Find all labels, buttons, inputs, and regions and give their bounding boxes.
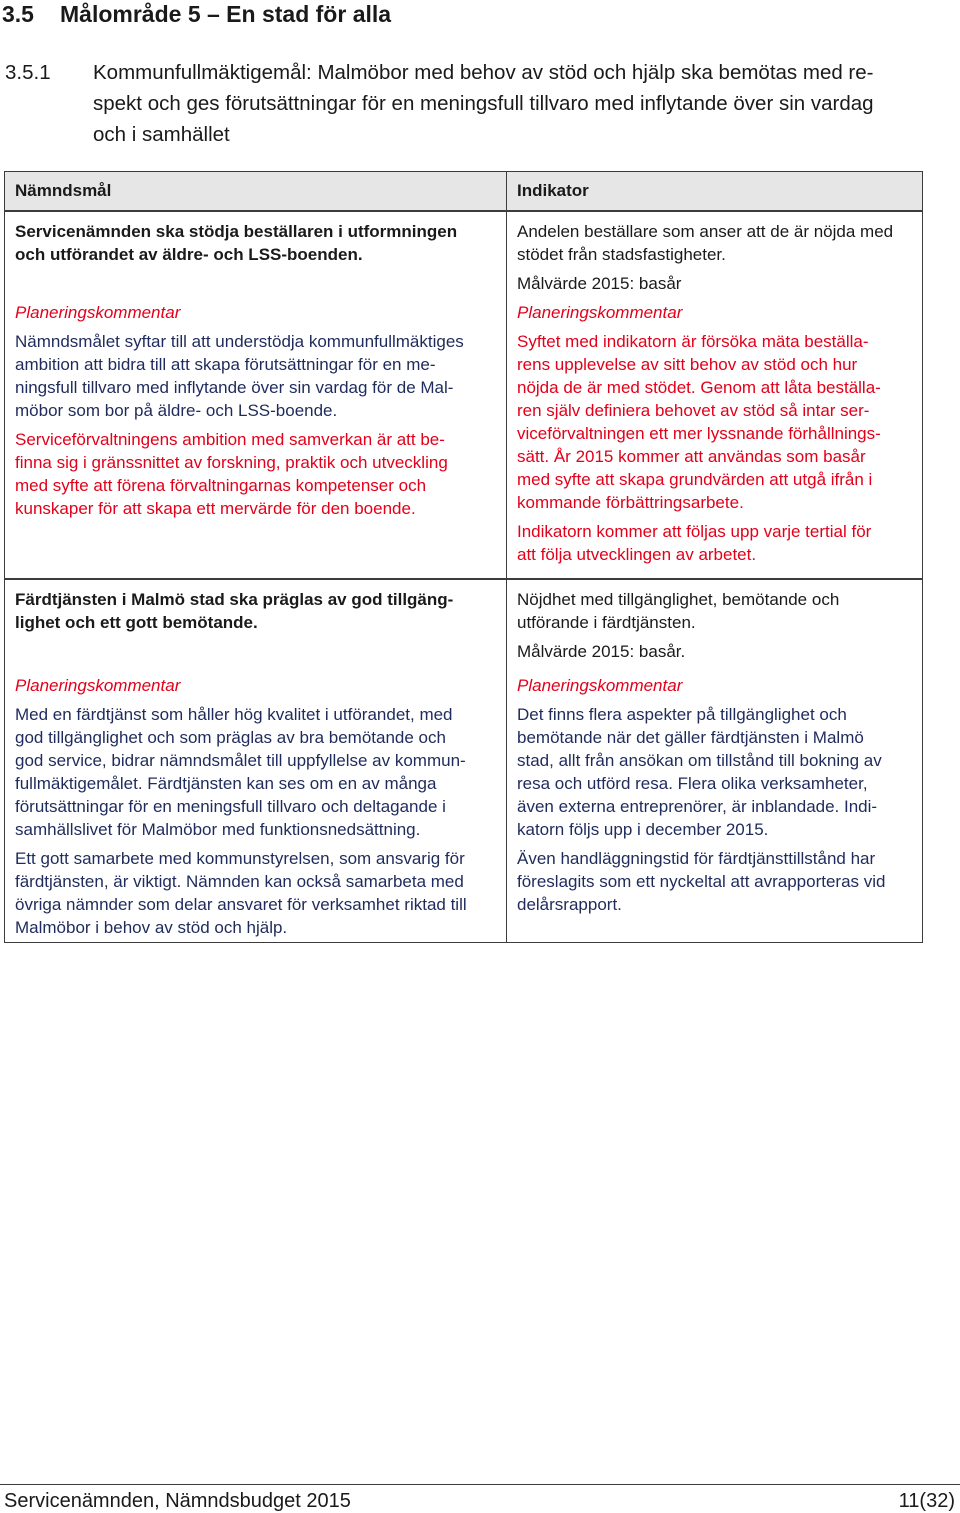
comment-text-line: stad, allt från ansökan om tillstånd till bokning av — [517, 751, 882, 770]
comment-paragraph — [517, 703, 912, 841]
comment-text-line: Malmöbor i behov av stöd och hjälp. — [15, 918, 288, 937]
target-value: Målvärde 2015: basår. — [517, 642, 686, 661]
section-number: 3.5 — [2, 1, 34, 27]
goal-text-line: lighet och ett gott bemötande. — [15, 613, 258, 632]
target-value: Målvärde 2015: basår — [517, 274, 682, 293]
subsection-number: 3.5.1 — [5, 61, 51, 84]
planning-comment-label: Planeringskommentar — [15, 303, 181, 322]
comment-text-line: även externa entreprenörer, är inblandade. Indi- — [517, 797, 878, 816]
goal-section — [5, 580, 922, 674]
comment-text-line: resa och utförd resa. Flera olika verksamheter, — [517, 774, 868, 793]
section-title: Målområde 5 – En stad för alla — [60, 1, 392, 27]
comment-text-line: Syftet med indikatorn är försöka mäta beställa- — [517, 332, 869, 351]
comment-paragraph — [15, 847, 496, 939]
comment-text-line: samhällslivet för Malmöbor med funktionsnedsättning. — [15, 820, 421, 839]
planning-comment-label: Planeringskommentar — [15, 676, 181, 695]
comment-text-line: Även handläggningstid för färdtjänsttillstånd har — [517, 849, 876, 868]
subsection-title-line: och i samhället — [93, 123, 230, 146]
goal-comment-cell — [5, 674, 507, 942]
table-header-row — [5, 172, 922, 210]
comment-text-line: ambition att bidra till att skapa förutsättningar för en me- — [15, 355, 436, 374]
subsection-title-line: Kommunfullmäktigemål: Malmöbor med behov av stöd och hjälp ska bemötas med re- — [93, 61, 874, 84]
comment-text-line: nöjda de är med stödet. Genom att låta beställa- — [517, 378, 881, 397]
comment-text-line: att följa utvecklingen av arbetet. — [517, 545, 757, 564]
comment-text-line: med syfte att skapa grundvärden att utgå ifrån i — [517, 470, 873, 489]
footer-document-title: Servicenämnden, Nämndsbudget 2015 — [4, 1490, 351, 1512]
comment-paragraph — [517, 520, 912, 566]
goal-text-line: Servicenämnden ska stödja beställaren i utformningen — [15, 222, 458, 241]
table-row — [5, 210, 922, 578]
comment-text-line: Ett gott samarbete med kommunstyrelsen, som ansvarig för — [15, 849, 465, 868]
comment-text-line: kommande förbättringsarbete. — [517, 493, 744, 512]
comment-text-line: katorn följs upp i december 2015. — [517, 820, 769, 839]
comment-text-line: finna sig i gränssnittet av forskning, praktik och utveckling — [15, 453, 448, 472]
comment-paragraph — [15, 703, 496, 841]
comment-text-line: Med en färdtjänst som håller hög kvalitet i utförandet, med — [15, 705, 453, 724]
indicator-text-line: utförande i färdtjänsten. — [517, 613, 696, 632]
comment-text-line: bemötande när det gäller färdtjänsten i Malmö — [517, 728, 864, 747]
comment-text-line: sätt. År 2015 kommer att användas som basår — [517, 447, 866, 466]
indicator-text-line: Nöjdhet med tillgänglighet, bemötande och — [517, 590, 840, 609]
comment-text-line: Nämndsmålet syftar till att understödja kommunfullmäktiges — [15, 332, 464, 351]
comment-section — [5, 674, 922, 942]
goals-table — [4, 171, 923, 943]
footer-page-number: 11(32) — [898, 1490, 955, 1512]
subsection-title-line: spekt och ges förutsättningar för en meningsfull tillvaro med inflytande över sin vardag — [93, 92, 874, 115]
indicator-cell — [507, 212, 922, 300]
comment-text-line: delårsrapport. — [517, 895, 622, 914]
footer-divider — [0, 1484, 960, 1485]
goal-text-line: och utförandet av äldre- och LSS-boenden. — [15, 245, 363, 264]
comment-text-line: fullmäktigemålet. Färdtjänsten kan ses om en av många — [15, 774, 437, 793]
comment-text-line: Indikatorn kommer att följas upp varje tertial för — [517, 522, 872, 541]
goal-cell — [5, 212, 507, 300]
indicator-text-line: stödet från stadsfastigheter. — [517, 245, 726, 264]
comment-text-line: övriga nämnder som delar ansvaret för verksamhet riktad till — [15, 895, 467, 914]
planning-comment-label: Planeringskommentar — [517, 676, 683, 695]
comment-text-line: god service, bidrar nämndsmålet till uppfyllelse av kommun- — [15, 751, 466, 770]
comment-paragraph — [517, 847, 912, 916]
goal-text-line: Färdtjänsten i Malmö stad ska präglas av god tillgäng- — [15, 590, 454, 609]
comment-text-line: viceförvaltningen ett mer lyssnande förhållnings- — [517, 424, 881, 443]
comment-text-line: kunskaper för att skapa ett mervärde för den boende. — [15, 499, 416, 518]
subsection-title — [93, 57, 874, 150]
indicator-comment-cell — [507, 674, 922, 942]
comment-text-line: Det finns flera aspekter på tillgänglighet och — [517, 705, 847, 724]
comment-paragraph — [15, 330, 496, 422]
comment-text-line: föreslagits som ett nyckeltal att avrapporteras vid — [517, 872, 886, 891]
comment-paragraph — [15, 428, 496, 520]
indicator-comment-cell — [507, 300, 922, 578]
comment-text-line: Serviceförvaltningens ambition med samverkan är att be- — [15, 430, 445, 449]
comment-text-line: ningsfull tillvaro med inflytande över sin vardag för de Mal- — [15, 378, 454, 397]
section-heading — [0, 0, 960, 28]
comment-text-line: god tillgänglighet och som präglas av bra bemötande och — [15, 728, 446, 747]
header-goal: Nämndsmål — [5, 172, 507, 210]
comment-paragraph — [517, 330, 912, 514]
comment-text-line: förutsättningar för en meningsfull tillvaro och deltagande i — [15, 797, 446, 816]
goal-comment-cell — [5, 300, 507, 578]
comment-text-line: färdtjänsten, är viktigt. Nämnden kan också samarbeta med — [15, 872, 464, 891]
planning-comment-label: Planeringskommentar — [517, 303, 683, 322]
goal-section — [5, 212, 922, 300]
comment-text-line: möbor som bor på äldre- och LSS-boende. — [15, 401, 338, 420]
goal-cell — [5, 580, 507, 674]
indicator-text-line: Andelen beställare som anser att de är nöjda med — [517, 222, 894, 241]
comment-text-line: rens upplevelse av sitt behov av stöd och hur — [517, 355, 858, 374]
table-row — [5, 578, 922, 942]
header-indicator: Indikator — [517, 181, 589, 200]
comment-section — [5, 300, 922, 578]
indicator-cell — [507, 580, 922, 674]
comment-text-line: ren själv definiera behovet av stöd så intar ser- — [517, 401, 870, 420]
comment-text-line: med syfte att förena förvaltningarnas kompetenser och — [15, 476, 427, 495]
